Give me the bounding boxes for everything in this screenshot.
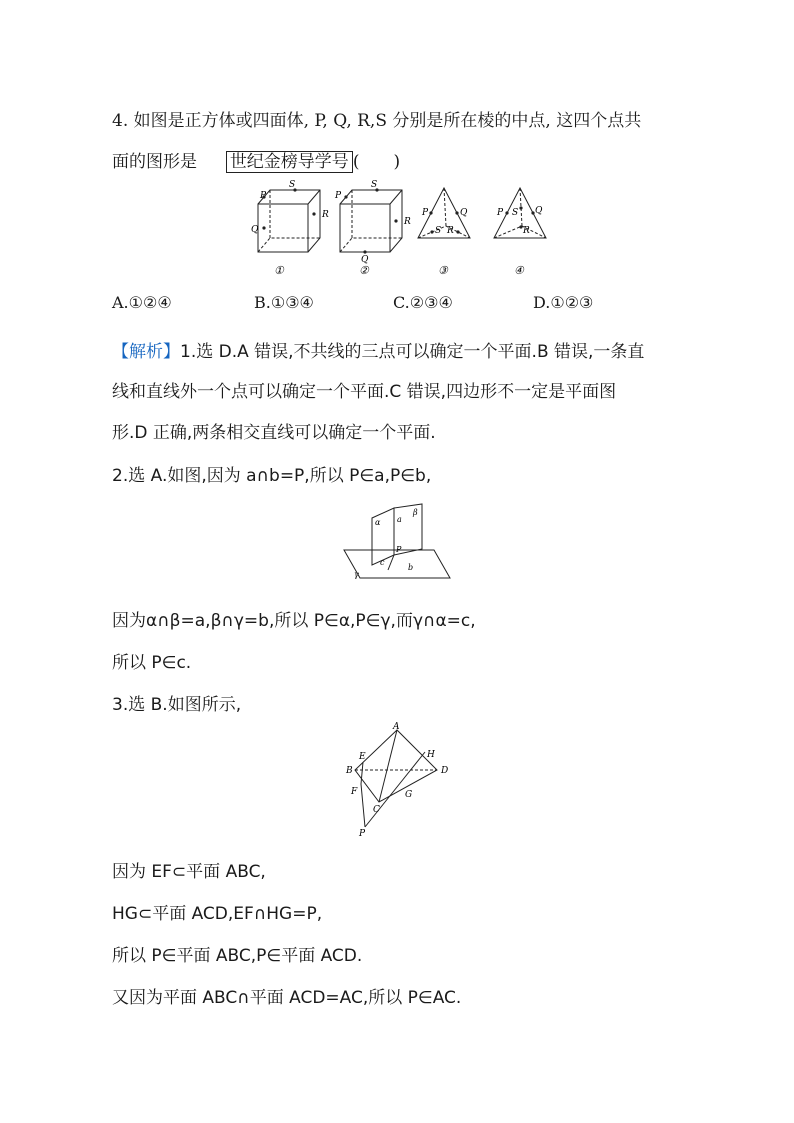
- label-P-solution: P: [359, 829, 366, 839]
- label-A: A: [393, 722, 400, 732]
- fig4-point-Q: Q: [535, 206, 543, 216]
- fig3-point-S: S: [435, 226, 442, 236]
- label-E: E: [359, 752, 366, 762]
- solution-p1-line-2: 线和直线外一个点可以确定一个平面.C 错误,四边形不一定是平面图: [112, 382, 617, 402]
- answer-blank: ( ): [352, 152, 401, 172]
- option-a: A.①②④: [112, 293, 172, 312]
- solution-p2-line-1: 2.选 A.如图,因为 a∩b=P,所以 P∈a,P∈b,: [112, 466, 432, 486]
- label-F: F: [351, 787, 358, 797]
- fig4-point-R: R: [523, 226, 530, 236]
- fig3-point-P: P: [422, 208, 429, 218]
- label-gamma: γ: [354, 570, 359, 579]
- solution-p3-line-2: 因为 EF⊂平面 ABC,: [112, 862, 266, 882]
- figure-planes: [342, 500, 457, 592]
- solution-p3-line-3: HG⊂平面 ACD,EF∩HG=P,: [112, 904, 323, 924]
- label-B: B: [346, 766, 353, 776]
- solution-p1-line-3: 形.D 正确,两条相交直线可以确定一个平面.: [112, 423, 436, 443]
- label-c: c: [380, 558, 385, 567]
- figure-3-tetrahedron: [414, 180, 476, 284]
- figure-1-label: ①: [274, 264, 284, 277]
- figure-1-cube: [248, 180, 328, 284]
- solution-p2-line-3: 所以 P∈c.: [112, 653, 192, 673]
- fig1-point-Q: Q: [251, 225, 259, 235]
- figure-2-label: ②: [359, 264, 369, 277]
- label-C: C: [373, 805, 380, 815]
- solution-p3-line-1: 3.选 B.如图所示,: [112, 695, 242, 715]
- label-G: G: [405, 790, 413, 800]
- label-b: b: [408, 563, 414, 572]
- figure-4-label: ④: [514, 264, 524, 277]
- fig3-point-Q: Q: [460, 208, 468, 218]
- fig4-point-P: P: [497, 208, 504, 218]
- solution-p1-line-1: 【解析】1.选 D.A 错误,不共线的三点可以确定一个平面.B 错误,一条直: [112, 342, 645, 362]
- label-alpha: α: [375, 518, 381, 527]
- fig2-point-Q: Q: [361, 255, 369, 265]
- fig1-point-S: S: [289, 180, 296, 190]
- fig2-point-P: P: [335, 191, 342, 201]
- label-H: H: [427, 750, 435, 760]
- analysis-tag: 【解析】: [112, 342, 180, 362]
- fig2-point-R: R: [404, 217, 411, 227]
- question-line-1: 4. 如图是正方体或四面体, P, Q, R,S 分别是所在棱的中点, 这四个点共: [112, 111, 642, 131]
- label-D: D: [441, 766, 449, 776]
- question-line-2-prefix: 面的图形是: [112, 152, 197, 172]
- label-P: P: [396, 545, 402, 554]
- fig1-point-P: P: [260, 191, 267, 201]
- fig4-point-S: S: [512, 208, 519, 218]
- solution-p2-line-2: 因为α∩β=a,β∩γ=b,所以 P∈α,P∈γ,而γ∩α=c,: [112, 611, 476, 631]
- fig2-point-S: S: [371, 180, 378, 190]
- fig1-point-R: R: [322, 210, 329, 220]
- option-b: B.①③④: [254, 293, 314, 312]
- figure-2-cube: [330, 180, 410, 284]
- figure-tetrahedron-solution: [345, 722, 455, 841]
- label-beta: β: [413, 508, 418, 517]
- figure-3-label: ③: [438, 264, 448, 277]
- solution-p3-line-5: 又因为平面 ABC∩平面 ACD=AC,所以 P∈AC.: [112, 988, 462, 1008]
- label-a: a: [397, 515, 402, 524]
- option-c: C.②③④: [393, 293, 453, 312]
- question-line-2: [112, 147, 400, 172]
- fig3-point-R: R: [447, 226, 454, 236]
- option-d: D.①②③: [533, 293, 594, 312]
- solution-p3-line-4: 所以 P∈平面 ABC,P∈平面 ACD.: [112, 946, 363, 966]
- source-tag: 世纪金榜导学号: [226, 151, 353, 173]
- figure-4-tetrahedron: [490, 180, 552, 284]
